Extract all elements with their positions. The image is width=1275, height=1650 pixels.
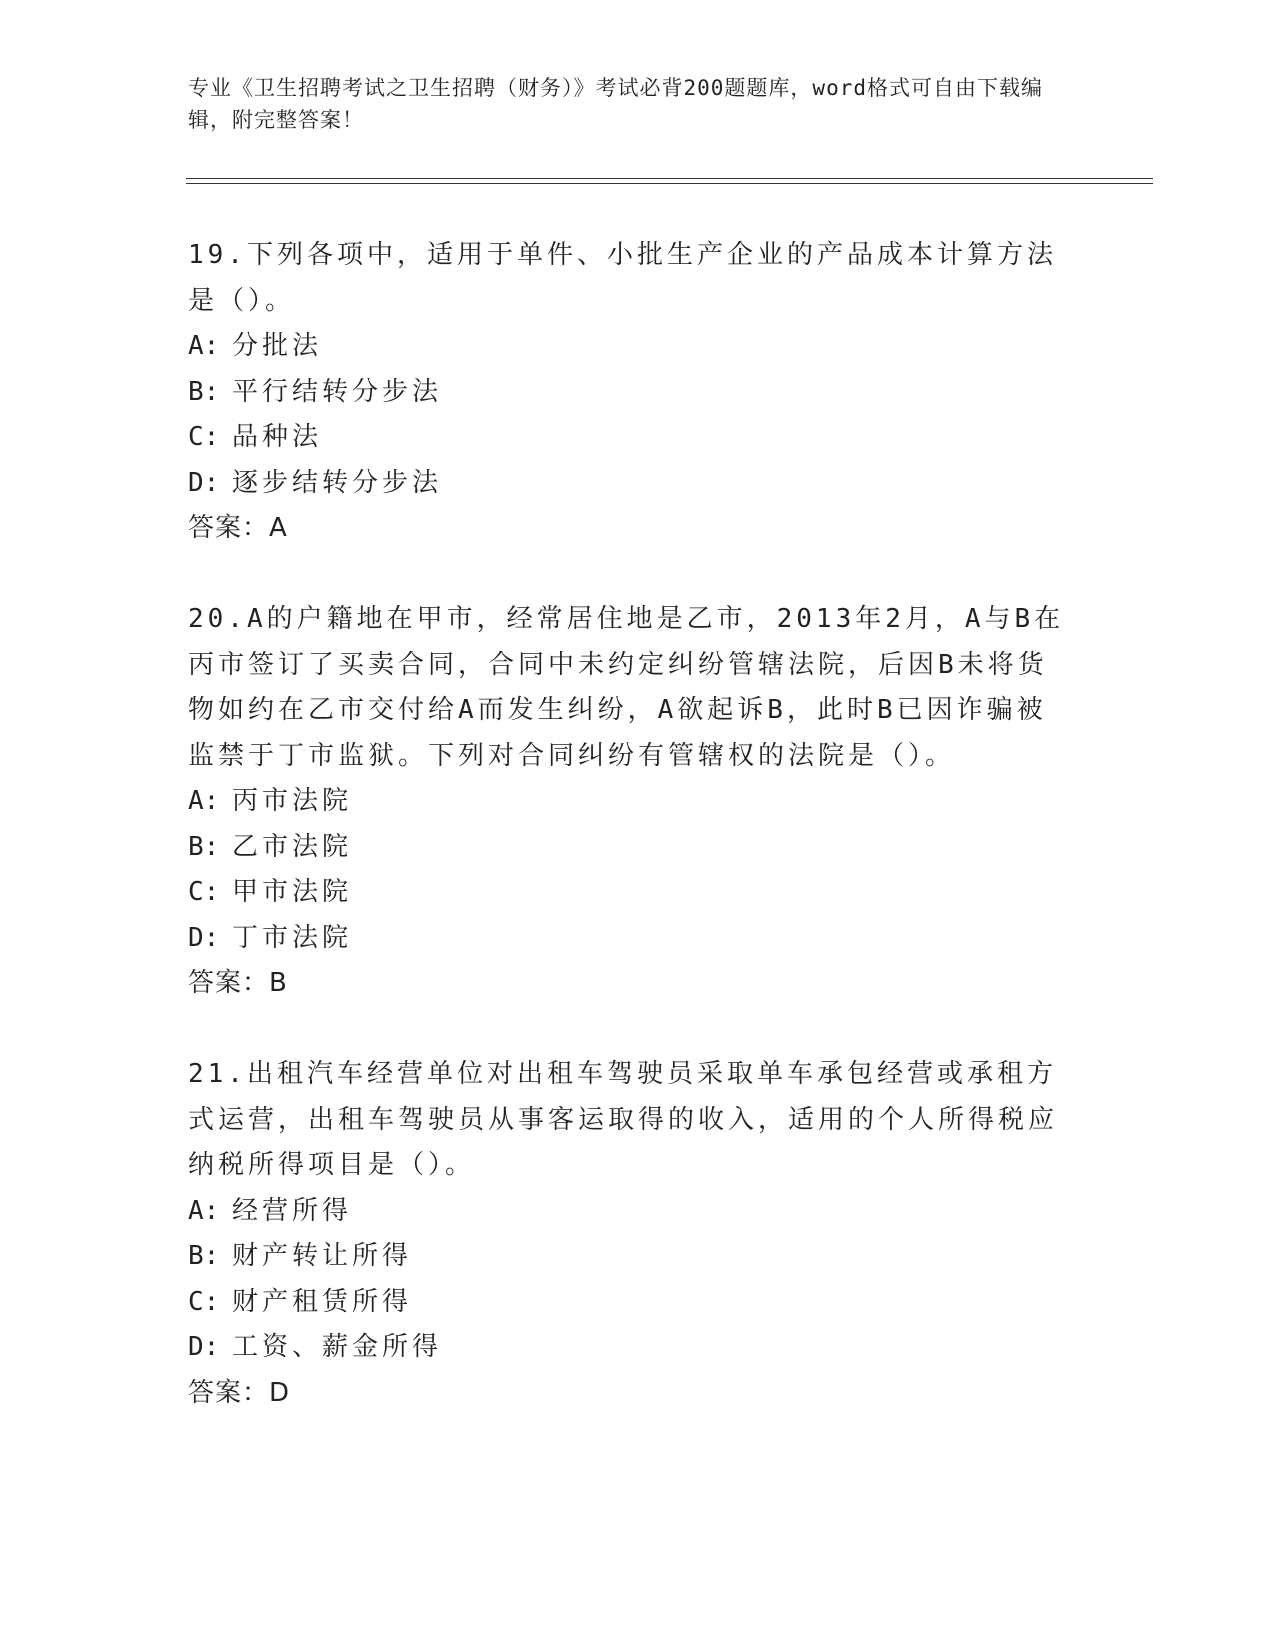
option-d [188,916,1068,962]
option-letter: D: [188,1332,220,1362]
option-letter: C: [188,877,220,907]
header-divider-top [186,178,1153,179]
option-letter: B: [188,376,220,407]
header-divider-bottom [186,183,1153,184]
option-text: 乙市法院 [232,831,353,862]
option-letter: B: [188,831,220,862]
document-header: 专业《卫生招聘考试之卫生招聘（财务）》考试必背200题题库，word格式可自由下载编辑，附完整答案！ [188,76,1043,132]
option-text: 品种法 [232,422,323,452]
option-text: 丁市法院 [232,922,353,953]
question-block [188,597,1068,1007]
question-stem: 21.出租汽车经营单位对出租车驾驶员采取单车承包经营或承租方式运营，出租车驾驶员从事客运取得的收入，适用的个人所得税应纳税所得项目是（）。 [188,1059,1059,1180]
option-d [188,461,1068,507]
option-letter: D: [188,922,220,953]
option-text: 财产转让所得 [232,1241,413,1271]
option-text: 丙市法院 [232,786,353,816]
option-letter: A: [188,1195,220,1226]
option-text: 甲市法院 [232,877,353,907]
question-stem: 20.A的户籍地在甲市，经常居住地是乙市，2013年2月，A与B在丙市签订了买卖合同，合同中未约定纠纷管辖法院，后因B未将货物如约在乙市交付给A而发生纠纷，A欲起诉B，此时B已因诈骗被监禁于丁市监狱。下列对合同纠纷有管辖权的法院是（）。 [188,604,1065,771]
option-text: 工资、薪金所得 [232,1332,443,1362]
option-letter: C: [188,1286,220,1317]
option-letter: D: [188,467,220,498]
option-text: 经营所得 [232,1195,353,1226]
answer-line: 答案：B [188,968,288,998]
question-stem: 19.下列各项中，适用于单件、小批生产企业的产品成本计算方法是（）。 [188,240,1057,316]
option-b [188,370,1068,416]
option-letter: B: [188,1241,220,1271]
answer-line: 答案：A [188,513,288,543]
option-b [188,1234,1068,1280]
option-d [188,1325,1068,1371]
option-b [188,825,1068,871]
option-c [188,870,1068,916]
option-text: 财产租赁所得 [232,1286,413,1317]
question-block [188,233,1068,552]
option-letter: A: [188,331,220,361]
option-c [188,415,1068,461]
option-text: 分批法 [232,331,323,361]
option-a [188,779,1068,825]
option-a [188,324,1068,370]
option-text: 逐步结转分步法 [232,467,443,498]
option-letter: C: [188,422,220,452]
answer-line: 答案：D [188,1377,291,1408]
option-a [188,1189,1068,1235]
question-block [188,1052,1068,1416]
option-letter: A: [188,786,220,816]
option-text: 平行结转分步法 [232,376,443,407]
option-c [188,1280,1068,1326]
